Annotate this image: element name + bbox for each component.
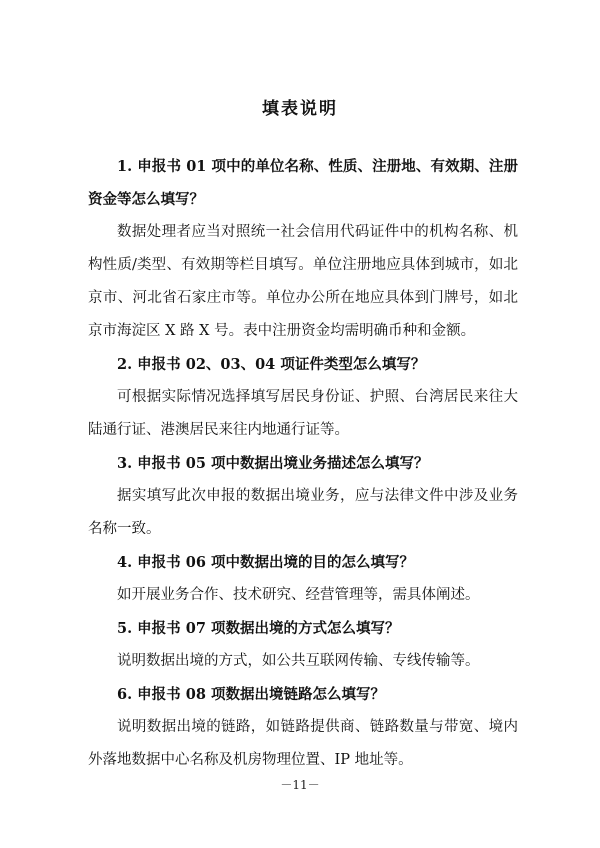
answer-1: 数据处理者应当对照统一社会信用代码证件中的机构名称、机构性质/类型、有效期等栏目填写。单位注册地应具体到城市，如北京市、河北省石家庄市等。单位办公所在地应具体到门牌号，如北京市海淀区 X 路 X 号。表中注册资金均需明确币种和金额。 [88, 224, 518, 339]
answer-2: 可根据实际情况选择填写居民身份证、护照、台湾居民来往大陆通行证、港澳居民来往内地通行证等。 [88, 389, 518, 438]
answer-3: 据实填写此次申报的数据出境业务，应与法律文件中涉及业务名称一致。 [88, 488, 518, 537]
page-title: 填表说明 [262, 99, 338, 119]
answer-5: 说明数据出境的方式，如公共互联网传输、专线传输等。 [117, 653, 480, 669]
question-1: 1. 申报书 01 项中的单位名称、性质、注册地、有效期、注册资金等怎么填写？ [88, 158, 518, 208]
question-2: 2. 申报书 02、03、04 项证件类型怎么填写？ [117, 356, 426, 373]
question-3: 3. 申报书 05 项中数据出境业务描述怎么填写？ [117, 455, 429, 472]
page-number: －11－ [280, 778, 320, 792]
answer-6: 说明数据出境的链路，如链路提供商、链路数量与带宽、境内外落地数据中心名称及机房物理位置、IP 地址等。 [88, 719, 518, 768]
instructions-body [88, 150, 518, 777]
question-5: 5. 申报书 07 项数据出境的方式怎么填写？ [117, 620, 400, 637]
question-4: 4. 申报书 06 项中数据出境的目的怎么填写？ [117, 554, 414, 571]
question-6: 6. 申报书 08 项数据出境链路怎么填写？ [117, 686, 385, 703]
answer-4: 如开展业务合作、技术研究、经营管理等，需具体阐述。 [117, 587, 480, 603]
